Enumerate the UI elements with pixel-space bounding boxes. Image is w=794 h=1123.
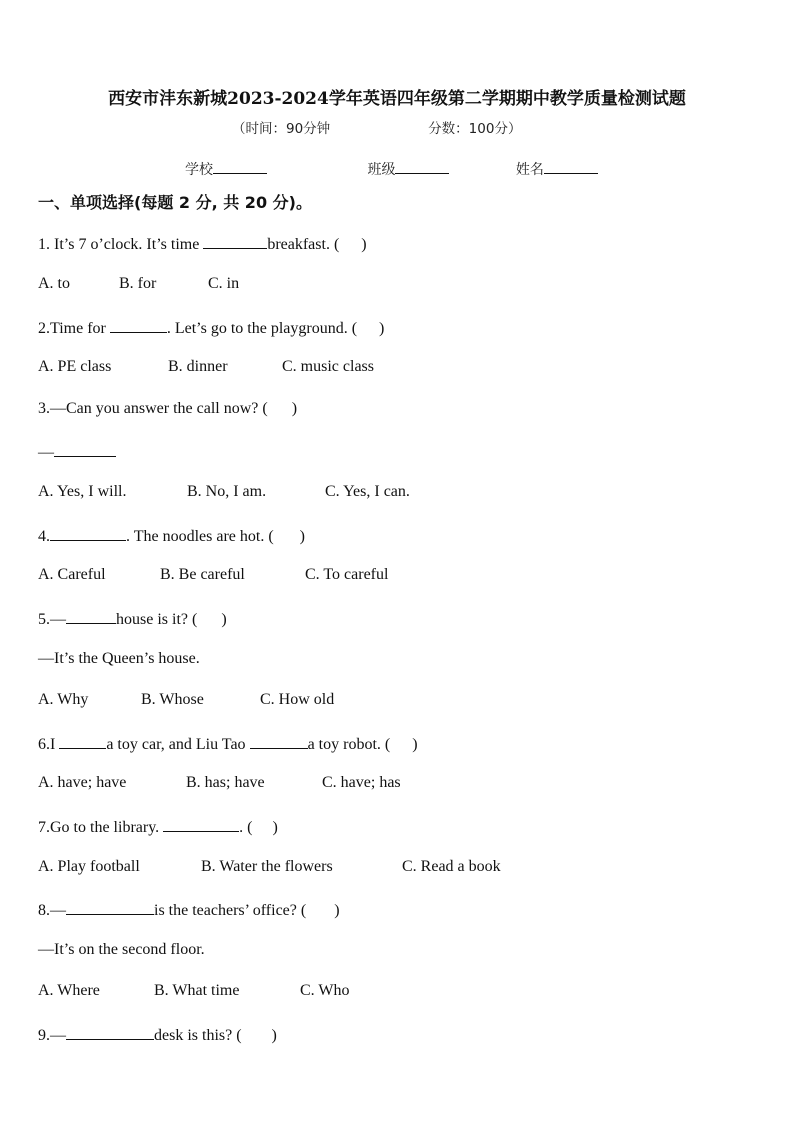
question-4-options — [38, 566, 388, 584]
question-8: 8.— is the teachers’ office? ( ) — [38, 899, 340, 920]
question-5-reply: —It’s the Queen’s house. — [38, 650, 200, 667]
school-field[interactable]: 学校 — [185, 159, 267, 179]
question-6: 6.I a toy car, and Liu Tao a toy robot. ( ) — [38, 733, 418, 754]
option-a[interactable]: A. Play football — [38, 858, 140, 875]
option-b[interactable]: B. Whose — [141, 691, 204, 708]
question-2: 2.Time for . Let’s go to the playground. ( ) — [38, 317, 384, 338]
option-b[interactable]: B. Water the flowers — [201, 858, 333, 875]
option-a[interactable]: A. Yes, I will. — [38, 483, 127, 500]
question-9: 9.— desk is this? ( ) — [38, 1024, 277, 1045]
option-c[interactable]: C. have; has — [322, 774, 401, 791]
question-8-reply: —It’s on the second floor. — [38, 941, 205, 958]
time-info: （时间：90分钟 — [232, 121, 331, 137]
score-info: 分数：100分） — [428, 121, 522, 137]
answer-blank[interactable] — [59, 733, 106, 749]
answer-blank[interactable] — [110, 317, 167, 333]
option-a[interactable]: A. Why — [38, 691, 89, 708]
answer-blank[interactable] — [50, 525, 126, 541]
option-b[interactable]: B. has; have — [186, 774, 265, 791]
exam-title: 西安市沣东新城2023-2024学年英语四年级第二学期期中教学质量检测试题 — [108, 89, 686, 109]
option-c[interactable]: C. music class — [282, 358, 374, 375]
question-7: 7.Go to the library. . ( ) — [38, 816, 278, 837]
answer-blank[interactable] — [66, 1024, 154, 1040]
option-b[interactable]: B. for — [119, 275, 157, 292]
exam-subtitle — [232, 117, 521, 137]
section-heading: 一、单项选择(每题 2 分, 共 20 分)。 — [38, 193, 312, 212]
class-field[interactable]: 班级 — [367, 159, 449, 179]
student-info-fields — [185, 159, 598, 179]
option-a[interactable]: A. PE class — [38, 358, 112, 375]
option-b[interactable]: B. dinner — [168, 358, 228, 375]
option-c[interactable]: C. How old — [260, 691, 335, 708]
option-a[interactable]: A. have; have — [38, 774, 127, 791]
answer-blank[interactable] — [54, 441, 116, 457]
answer-blank[interactable] — [203, 233, 267, 249]
question-2-options — [38, 358, 374, 376]
option-c[interactable]: C. To careful — [305, 566, 389, 583]
question-5: 5.— house is it? ( ) — [38, 608, 227, 629]
question-8-options — [38, 982, 349, 1000]
answer-blank[interactable] — [163, 816, 239, 832]
question-1: 1. It’s 7 o’clock. It’s time breakfast. ( ) — [38, 233, 367, 254]
option-b[interactable]: B. Be careful — [160, 566, 245, 583]
question-7-options — [38, 858, 501, 876]
option-c[interactable]: C. Who — [300, 982, 350, 999]
option-a[interactable]: A. Careful — [38, 566, 106, 583]
answer-blank-2[interactable] — [250, 733, 308, 749]
question-1-options — [38, 275, 239, 293]
answer-blank[interactable] — [66, 899, 154, 915]
question-4: 4. . The noodles are hot. ( ) — [38, 525, 305, 546]
option-c[interactable]: C. in — [208, 275, 240, 292]
option-c[interactable]: C. Read a book — [402, 858, 501, 875]
name-field[interactable]: 姓名 — [516, 159, 598, 179]
option-a[interactable]: A. Where — [38, 982, 100, 999]
option-a[interactable]: A. to — [38, 275, 70, 292]
question-3-reply: — — [38, 441, 116, 462]
option-c[interactable]: C. Yes, I can. — [325, 483, 410, 500]
question-5-options — [38, 691, 334, 709]
question-3: 3.—Can you answer the call now? ( ) — [38, 400, 298, 417]
question-3-options — [38, 483, 410, 501]
option-b[interactable]: B. No, I am. — [187, 483, 267, 500]
answer-blank[interactable] — [66, 608, 116, 624]
option-b[interactable]: B. What time — [154, 982, 240, 999]
question-6-options — [38, 774, 401, 792]
